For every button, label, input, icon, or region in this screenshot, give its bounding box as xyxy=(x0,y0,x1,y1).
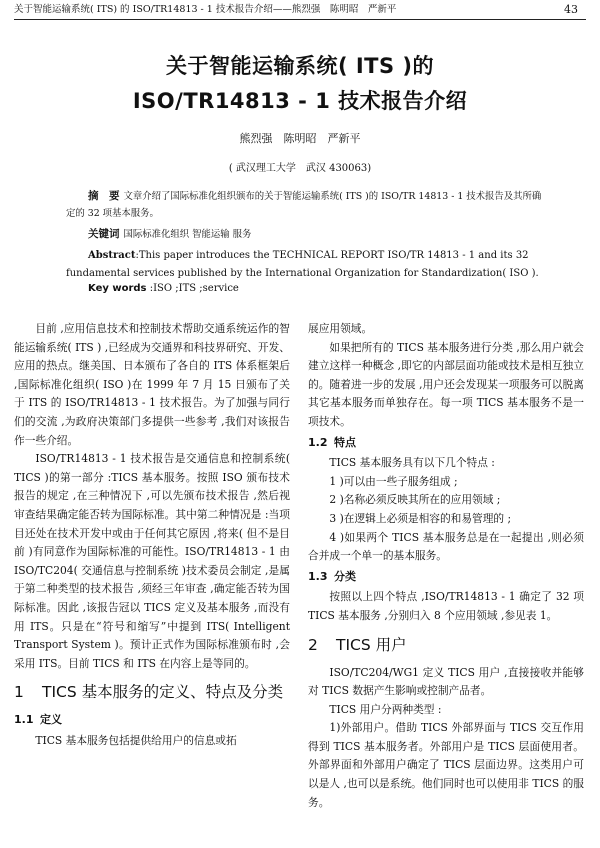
keywords-en-text: :ISO ;ITS ;service xyxy=(149,283,239,294)
list-item: 4 )如果两个 TICS 基本服务总是在一起提出 ,则必须合并成一个单一的基本服务。 xyxy=(308,530,584,563)
keywords-en-label: Key words xyxy=(88,283,147,294)
subsection-heading-1-1 xyxy=(14,711,290,730)
section-number: 1 xyxy=(14,683,24,702)
paragraph: TICS 基本服务具有以下几个特点 : xyxy=(329,456,495,470)
authors: 熊烈强 陈明昭 严新平 xyxy=(239,132,361,145)
paragraph: ISO/TC204/WG1 定义 TICS 用户 ,直接接收并能够对 TICS 数据产生影响或控制产品者。 xyxy=(308,665,584,698)
title-line-1: 关于智能运输系统( ITS )的 xyxy=(165,54,435,78)
subsection-title: 定义 xyxy=(40,713,62,727)
paragraph: 如果把所有的 TICS 基本服务进行分类 ,那么用户就会建立这样一种概念 ,即它的内部层面功能或技术是相互独立的。随着进一步的发展 ,用户还会发现某一项服务可以脱离其它基本服务而单独存在。每一项 TICS 基本服务不是一项技术。 xyxy=(308,340,584,428)
keywords-label: 关键词 xyxy=(88,228,120,240)
abstract-cn xyxy=(66,188,544,222)
paragraph: 按照以上四个特点 ,ISO/TR14813 - 1 确定了 32 项 TICS 基本服务 ,分别归入 8 个应用领域 ,参见表 1。 xyxy=(308,590,584,622)
page-number: 43 xyxy=(564,3,578,16)
abstract-en-label: Abstract xyxy=(88,250,136,261)
left-column xyxy=(14,320,290,750)
list-item: 1 )可以由一些子服务组成 ; xyxy=(329,474,458,488)
abstract-label: 摘 要 xyxy=(88,190,120,202)
section-title: TICS 用户 xyxy=(336,635,407,654)
subsection-number: 1.2 xyxy=(308,435,328,449)
list-item: 3 )在逻辑上必须是相容的和易管理的 ; xyxy=(329,511,512,525)
title-line-2: ISO/TR14813 - 1 技术报告介绍 xyxy=(132,89,468,113)
abstract-text: 文章介绍了国际标准化组织颁布的关于智能运输系统( ITS )的 ISO/TR 14813 - 1 技术报告及其所确定的 32 项基本服务。 xyxy=(66,191,542,219)
subsection-number: 1.1 xyxy=(14,713,34,727)
paragraph: TICS 用户分两种类型 : xyxy=(329,702,442,716)
paragraph: 目前 ,应用信息技术和控制技术帮助交通系统运作的智能运输系统( ITS ) ,已经成为交通界和科技界研究、开发、应用的热点。继美国、日本颁布了各自的 ITS 体系框架后 ,国际标准化组织( ISO )在 1999 年 7 月 15 日颁布了关于 ITS 的 ISO/TR14813 - 1 技术报告。为了加强与同行们的交流 ,为政府决策部门多提供一些参考 ,我们对该报告作一些介绍。 xyxy=(14,322,290,447)
affiliation: ( 武汉理工大学 武汉 430063) xyxy=(228,163,372,174)
paragraph: 展应用领域。 xyxy=(308,322,373,335)
keywords-cn xyxy=(66,226,544,243)
subsection-title: 特点 xyxy=(334,435,356,449)
subsection-title: 分类 xyxy=(334,569,356,583)
running-header xyxy=(14,0,586,20)
right-column xyxy=(308,320,584,812)
paragraph: 1)外部用户。借助 TICS 外部界面与 TICS 交互作用得到 TICS 基本服务者。外部用户是 TICS 层面使用者。外部界面和外部用户确定了 TICS 层面边界。这类用户可以是人 ,也可以是系统。他们同时也可以使用非 TICS 的服务。 xyxy=(308,721,584,809)
subsection-heading-1-2 xyxy=(308,434,584,453)
running-title: 关于智能运输系统( ITS) 的 ISO/TR14813 - 1 技术报告介绍——熊烈强 陈明昭 严新平 xyxy=(14,4,397,15)
paragraph: ISO/TR14813 - 1 技术报告是交通信息和控制系统( TICS )的第一部分 :TICS 基本服务。按照 ISO 颁布技术报告的规定 ,在三种情况下 ,可以先颁布技术报告 ,然后视审查结果确定能否转为国际标准。其中第二种情况是 :当项目还处在技术开发中或由于任何其它原因 ,将来( 但不是目前 )有同意作为国际标准的可能性。ISO/TR14813 - 1 由 ISO/TC204( 交通信息与控制系统 )技术委员会制定 ,是属于第二种类型的技术报告 ,须经三年审查 ,确定能否转为国际标准。因此 ,该报告冠以 TICS 定义及基本服务 ,而没有用 ITS。只是在“符号和缩写”中提到 ITS( Intelligent Transport System )。预计正式作为国际标准颁布时 ,会采用 ITS。目前 TICS 和 ITS 在内容上是等同的。 xyxy=(14,452,290,670)
subsection-heading-1-3 xyxy=(308,568,584,587)
keywords-text: 国际标准化组织 智能运输 服务 xyxy=(123,229,252,240)
section-number: 2 xyxy=(308,635,318,654)
abstract-en-text: :This paper introduces the TECHNICAL REPORT ISO/TR 14813 - 1 and its 32 fundamental services published by the International Organization for Standardization( ISO ). xyxy=(66,250,539,279)
list-item: 2 )名称必须反映其所在的应用领域 ; xyxy=(329,493,501,507)
section-heading-1 xyxy=(14,681,290,703)
section-title: TICS 基本服务的定义、特点及分类 xyxy=(42,683,284,702)
section-heading-2 xyxy=(308,634,584,656)
abstract-en xyxy=(66,247,544,283)
paragraph: TICS 基本服务包括提供给用户的信息或拓 xyxy=(35,733,237,747)
subsection-number: 1.3 xyxy=(308,569,328,583)
keywords-en xyxy=(88,283,239,294)
